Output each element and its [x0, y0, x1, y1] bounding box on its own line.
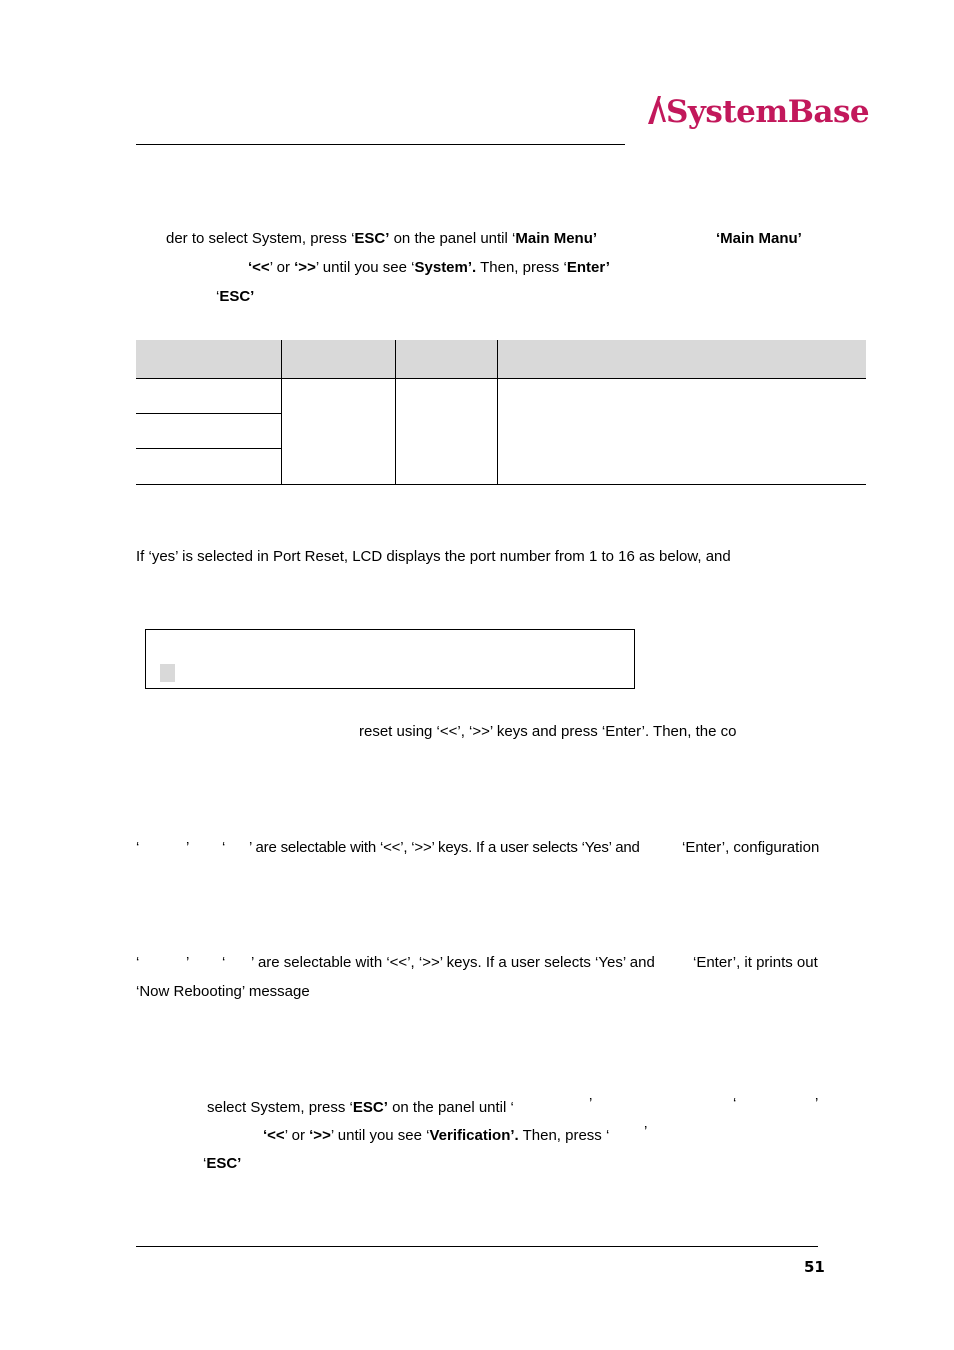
table-bottom-rule — [136, 484, 866, 485]
section2-line1: select System, press ‘ESC’ on the panel until ‘ — [207, 1099, 514, 1116]
footer-rule — [136, 1246, 818, 1247]
section2-quote: ’ — [644, 1123, 648, 1140]
lcd-cursor — [160, 664, 175, 682]
table-col-divider — [497, 340, 498, 485]
table-col-divider — [395, 340, 396, 485]
table-header-row — [136, 340, 866, 379]
section1-line2: ‘<<’ or ‘>>’ until you see ‘System’. Then, press ‘Enter’ — [248, 259, 610, 276]
table-row-divider — [136, 448, 281, 449]
header-rule — [136, 144, 625, 145]
section2-line3: ‘ESC’ — [203, 1155, 242, 1172]
port-reset-paragraph: If ‘yes’ is selected in Port Reset, LCD displays the port number from 1 to 16 as below, and — [136, 548, 731, 565]
page-number: 51 — [804, 1258, 825, 1276]
lcd-display — [145, 629, 635, 689]
logo-wordmark: SystemBase — [666, 94, 870, 130]
section1-line1-end: ‘Main Manu’ — [716, 230, 802, 247]
table-header-rule — [136, 378, 866, 379]
reset-keys-paragraph: reset using ‘<<’, ‘>>’ keys and press ‘Enter’. Then, the co — [359, 723, 737, 740]
section2-line2: ‘<<’ or ‘>>’ until you see ‘Verification’. Then, press ‘ — [263, 1127, 610, 1144]
section2-quote: ’ — [815, 1095, 819, 1112]
table-col-divider — [281, 340, 282, 485]
table-row-divider — [136, 413, 281, 414]
section1-line1: der to select System, press ‘ESC’ on the panel until ‘Main Menu’ — [166, 230, 598, 247]
section1-line3: ‘ESC’ — [216, 288, 255, 305]
section2-quote: ‘ — [733, 1095, 737, 1112]
section2-quote: ’ — [589, 1095, 593, 1112]
